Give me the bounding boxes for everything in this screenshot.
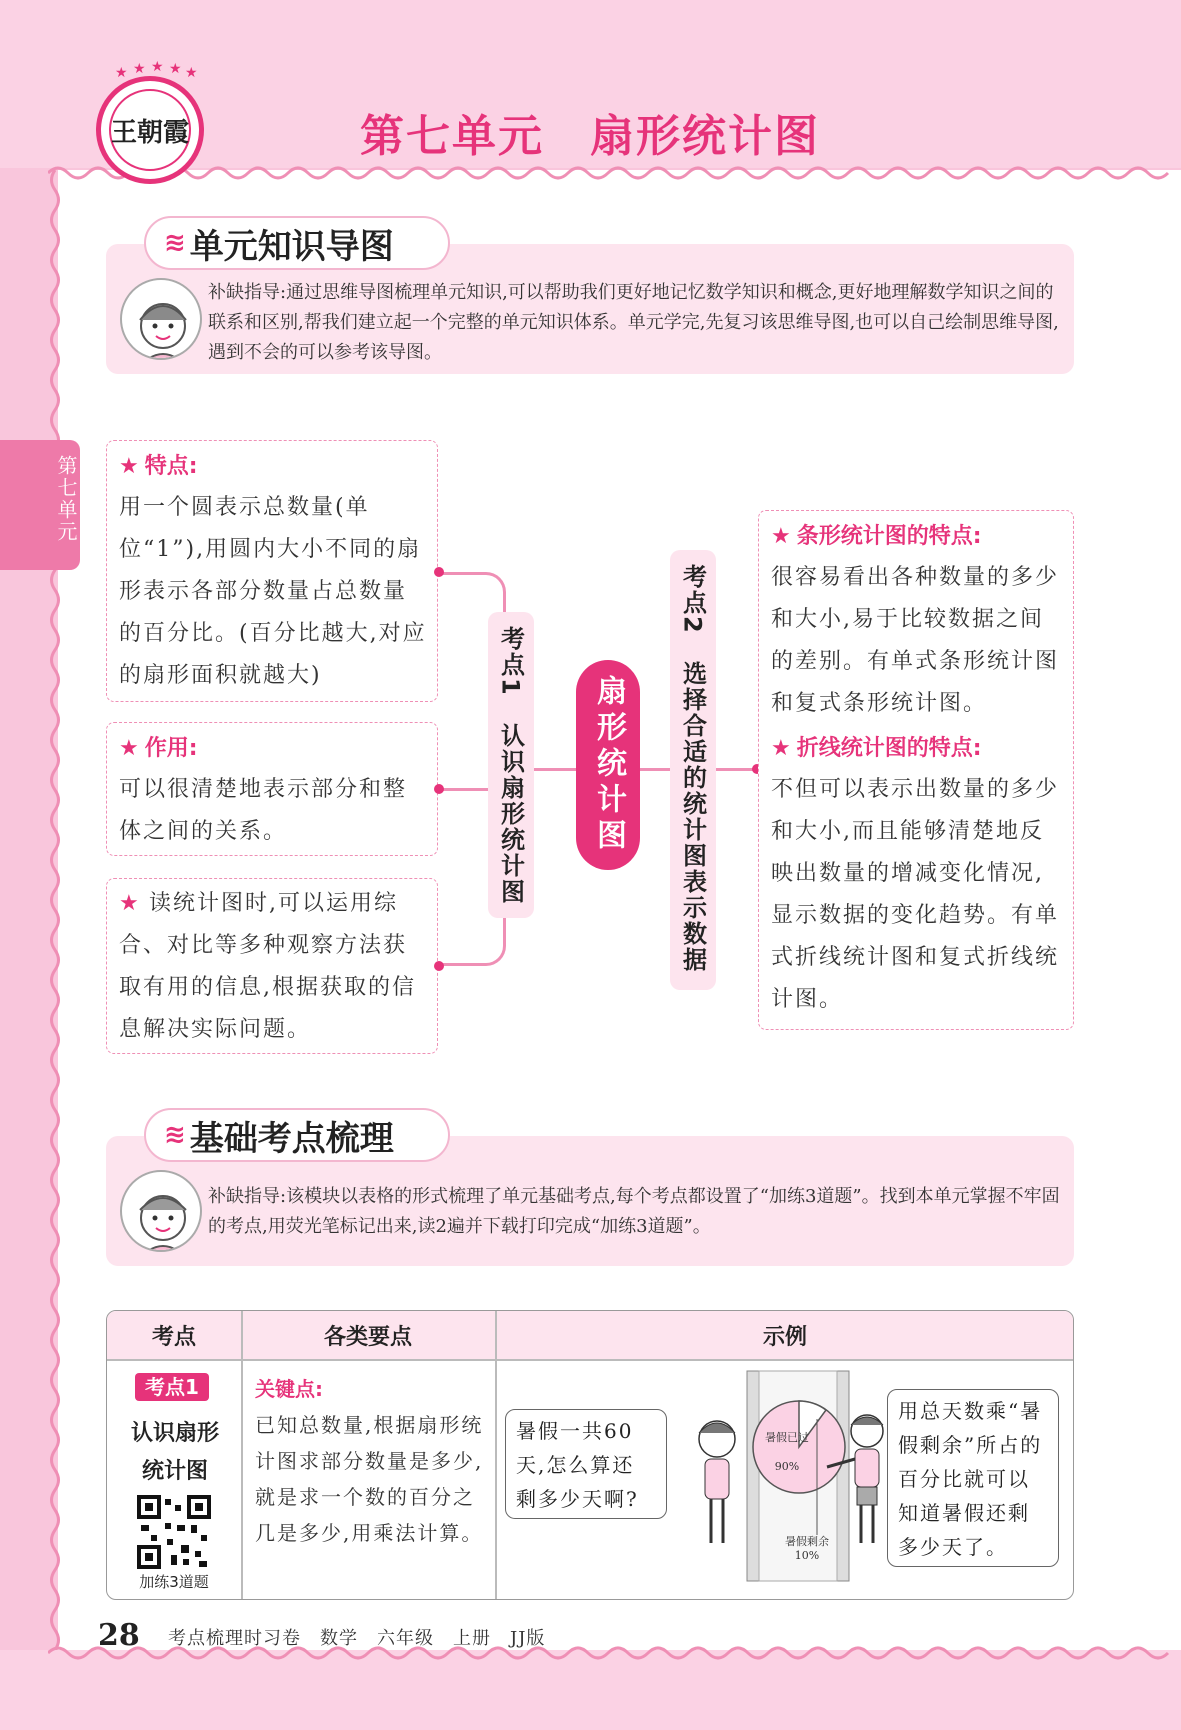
connector-dot <box>434 961 444 971</box>
key-point-label: 关键点: <box>255 1377 323 1401</box>
mindmap-reading-box <box>106 878 438 1054</box>
pie-value-remaining: 10% <box>794 1549 820 1562</box>
star-icon: ★ <box>169 61 182 77</box>
table-header-points: 各类要点 <box>241 1311 495 1359</box>
line-text: 不但可以表示出数量的多少和大小,而且能够清楚地反映出数量的增减变化情况,显示数据的变化趋势。有单式折线统计图和复式折线统计图。 <box>771 777 1060 1012</box>
mindmap-features-box <box>106 440 438 702</box>
topic-name: 认识扇形统计图 <box>130 1421 219 1484</box>
mindmap-use-box <box>106 722 438 856</box>
girl-figure-icon <box>699 1421 735 1543</box>
mindmap-chart-types-box <box>758 510 1074 1030</box>
line-heading <box>771 731 982 762</box>
line-label: 折线统计图的特点: <box>796 736 982 761</box>
use-label: 作用: <box>144 736 198 761</box>
star-icon: ★ <box>771 524 791 549</box>
features-text: 用一个圆表示总数量(单位“1”),用圆内大小不同的扇形表示各部分数量占总数量的百分比。(百分比越大,对应的扇形面积就越大) <box>119 495 427 688</box>
star-icon: ★ <box>151 59 164 75</box>
brand-logo <box>96 59 204 184</box>
reading-text: 读统计图时,可以运用综合、对比等多种观察方法获取有用的信息,根据获取的信息解决实际问题。 <box>119 891 416 1042</box>
page-title: 第七单元 扇形统计图 <box>360 111 820 162</box>
use-heading <box>119 731 198 762</box>
table-header-example: 示例 <box>495 1311 1074 1359</box>
use-text: 可以很清楚地表示部分和整体之间的关系。 <box>119 777 408 844</box>
connector-dot <box>434 784 444 794</box>
boy-avatar-icon <box>122 1172 202 1252</box>
table-column-line <box>241 1311 243 1600</box>
qr-code-icon[interactable] <box>137 1495 211 1569</box>
bar-label: 条形统计图的特点: <box>796 524 982 549</box>
bar-heading <box>771 519 982 550</box>
topic-badge: 考点1 <box>135 1373 209 1401</box>
logo-inner-ring <box>109 89 191 171</box>
star-icon: ★ <box>119 736 139 761</box>
footer-text: 考点梳理时习卷 数学 六年级 上册 JJ版 <box>168 1628 546 1649</box>
speech-bubble-left: 暑假一共60天,怎么算还剩多少天啊? <box>505 1409 667 1519</box>
features-label: 特点: <box>144 454 198 479</box>
pie-chart-illustration <box>667 1367 887 1597</box>
features-heading <box>119 449 198 480</box>
star-icon: ★ <box>119 454 139 479</box>
avatar <box>120 278 202 360</box>
table-column-line <box>495 1311 497 1600</box>
section1-guide-text: 补缺指导:通过思维导图梳理单元知识,可以帮助我们更好地记忆数学知识和概念,更好地理解数学知识之间的联系和区别,帮我们建立起一个完整的单元知识体系。单元学完,先复习该思维导图,也可以自己绘制思维导图,遇到不会的可以参考该导图。 <box>208 282 1059 363</box>
section2-guide-text: 补缺指导:该模块以表格的形式梳理了单元基础考点,每个考点都设置了“加练3道题”。找到本单元掌握不牢固的考点,用荧光笔标记出来,读2遍并下载打印完成“加练3道题”。 <box>208 1186 1060 1237</box>
section1-header <box>144 216 450 270</box>
pie-value-passed: 90% <box>774 1460 800 1473</box>
star-icon: ★ <box>115 65 128 81</box>
star-icon: ★ <box>119 891 139 916</box>
girl-avatar-icon <box>122 280 202 360</box>
section2-title: 基础考点梳理 <box>189 1118 394 1159</box>
star-icon: ★ <box>185 65 198 81</box>
wave-icon: ≋ <box>164 228 180 258</box>
table-divider <box>107 1359 1074 1361</box>
side-tab-label: 第七单元 <box>54 455 78 543</box>
star-icon: ★ <box>133 61 146 77</box>
qr-caption: 加练3道题 <box>139 1573 209 1591</box>
key-point-text: 已知总数量,根据扇形统计图求部分数量是多少,就是求一个数的百分之几是多少,用乘法计算。 <box>255 1413 484 1545</box>
section1-title: 单元知识导图 <box>189 226 394 267</box>
right-branch-pill: 考点2 选择合适的统计图表示数据 <box>670 550 716 990</box>
pie-label-remaining: 暑假剩余 <box>785 1535 829 1548</box>
left-wave-border <box>46 170 64 1650</box>
topic-badge-wrap <box>135 1371 209 1400</box>
bar-text: 很容易看出各种数量的多少和大小,易于比较数据之间的差别。有单式条形统计图和复式条形统计图。 <box>771 565 1060 716</box>
section2-header <box>144 1108 450 1162</box>
wave-icon: ≋ <box>164 1120 180 1150</box>
star-icon: ★ <box>771 736 791 761</box>
center-topic: 扇形统计图 <box>576 660 640 870</box>
center-connector-right <box>640 768 672 771</box>
center-connector-left <box>534 768 578 771</box>
pie-label-passed: 暑假已过 <box>765 1431 809 1444</box>
topic-table <box>106 1310 1074 1600</box>
logo-text: 王朝霞 <box>111 117 190 148</box>
speech-bubble-right: 用总天数乘“暑假剩余”所占的百分比就可以知道暑假还剩多少天了。 <box>887 1389 1059 1567</box>
page-number: 28 <box>98 1618 140 1653</box>
avatar <box>120 1170 202 1252</box>
connector-dot <box>434 567 444 577</box>
left-branch-pill: 考点1 认识扇形统计图 <box>488 612 534 918</box>
table-header-topic: 考点 <box>107 1311 241 1359</box>
